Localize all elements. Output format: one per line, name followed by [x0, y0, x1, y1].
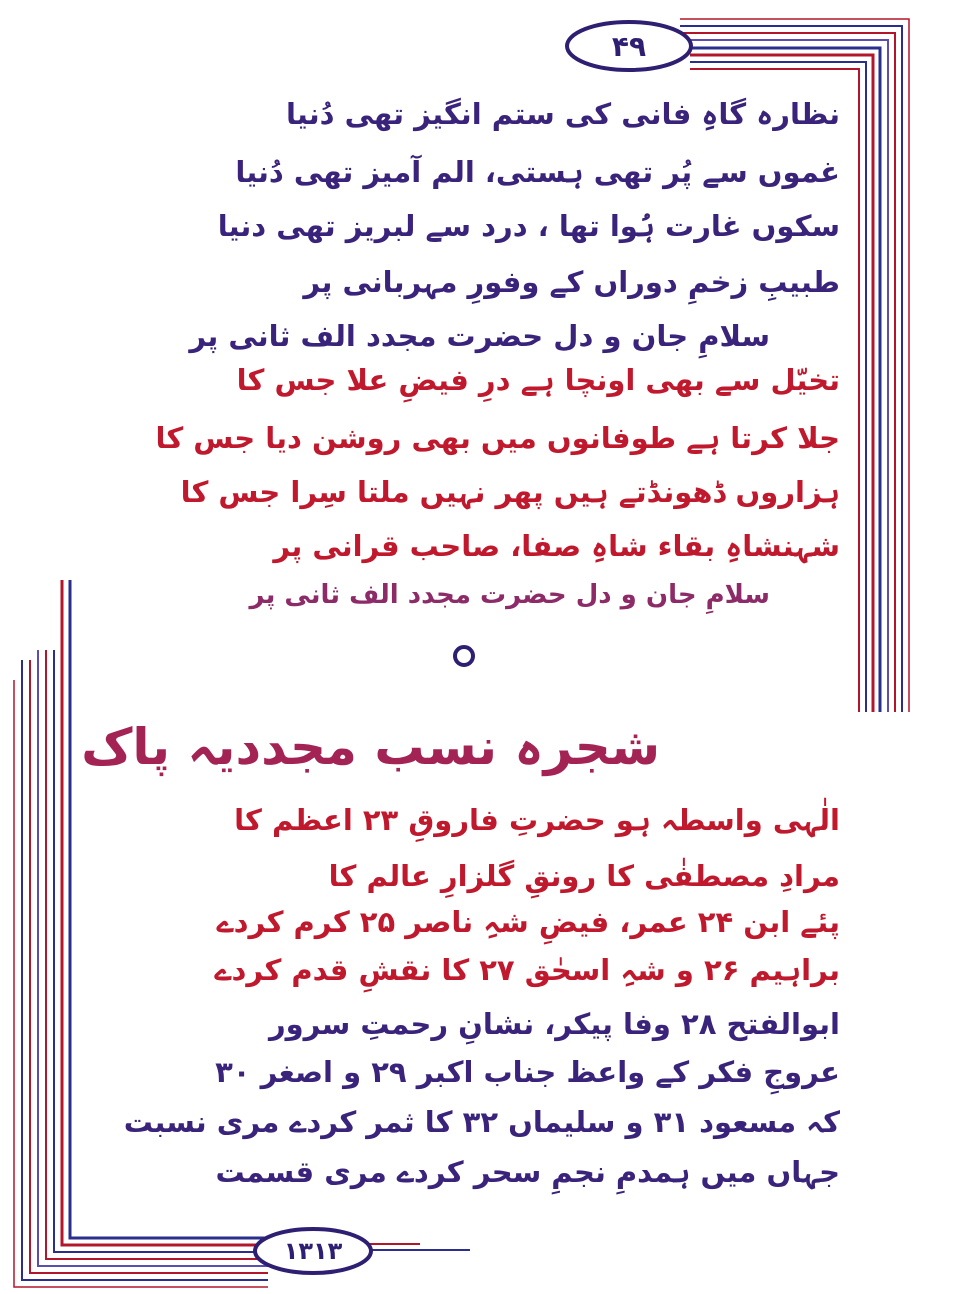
poem-line-7: جلا کرتا ہے طوفانوں میں بھی روشن دیا جس کا: [155, 421, 840, 455]
poem-line-6: تخیّل سے بھی اونچا ہے درِ فیضِ علا جس کا: [236, 363, 840, 397]
shajra-line-8: جہاں میں ہمدمِ نجمِ سحر کردے مری قسمت: [215, 1155, 840, 1189]
poem-line-1: نظارہ گاہِ فانی کی ستم انگیز تھی دُنیا: [286, 97, 840, 131]
poem-line-8: ہزاروں ڈھونڈتے ہیں پھر نہیں ملتا سِرا جس کا: [180, 475, 840, 509]
poem-line-10: سلامِ جان و دل حضرت مجدد الف ثانی پر: [249, 580, 770, 610]
top-page-number: ۴۹: [611, 30, 647, 63]
shajra-line-1: الٰہی واسطہ ہو حضرتِ فاروقِ ۲۳ اعظم کا: [234, 803, 840, 837]
poem-line-2: غموں سے پُر تھی ہستی، الم آمیز تھی دُنیا: [235, 155, 840, 189]
shajra-line-3: پئے ابن ۲۴ عمر، فیضِ شہِ ناصر ۲۵ کرم کردے: [216, 905, 840, 939]
shajra-line-2: مرادِ مصطفٰی کا رونقِ گلزارِ عالم کا: [328, 859, 840, 893]
poem-line-4: طبیبِ زخمِ دوراں کے وفورِ مہربانی پر: [303, 265, 840, 299]
section-separator-circle: [455, 647, 473, 665]
shajra-line-5: ابوالفتح ۲۸ وفا پیکر، نشانِ رحمتِ سرور: [268, 1007, 840, 1041]
shajra-line-6: عروجِ فکر کے واعظ جناب اکبر ۲۹ و اصغر ۳۰: [215, 1055, 840, 1089]
bottom-page-number: ۱۳۱۳: [283, 1237, 343, 1265]
section-title: شجرہ نسب مجددیہ پاک: [81, 718, 660, 776]
shajra-line-7: کہ مسعود ۳۱ و سلیماں ۳۲ کا ثمر کردے مری نسبت: [123, 1105, 840, 1139]
poem-line-9: شہنشاہِ بقاء شاہِ صفا، صاحب قرانی پر: [273, 529, 840, 563]
poem-line-5: سلامِ جان و دل حضرت مجدد الف ثانی پر: [189, 319, 770, 353]
poem-line-3: سکوں غارت ہُوا تھا ، درد سے لبریز تھی دنیا: [217, 209, 840, 243]
shajra-line-4: براہیم ۲۶ و شہِ اسحٰق ۲۷ کا نقشِ قدم کردے: [214, 953, 840, 987]
